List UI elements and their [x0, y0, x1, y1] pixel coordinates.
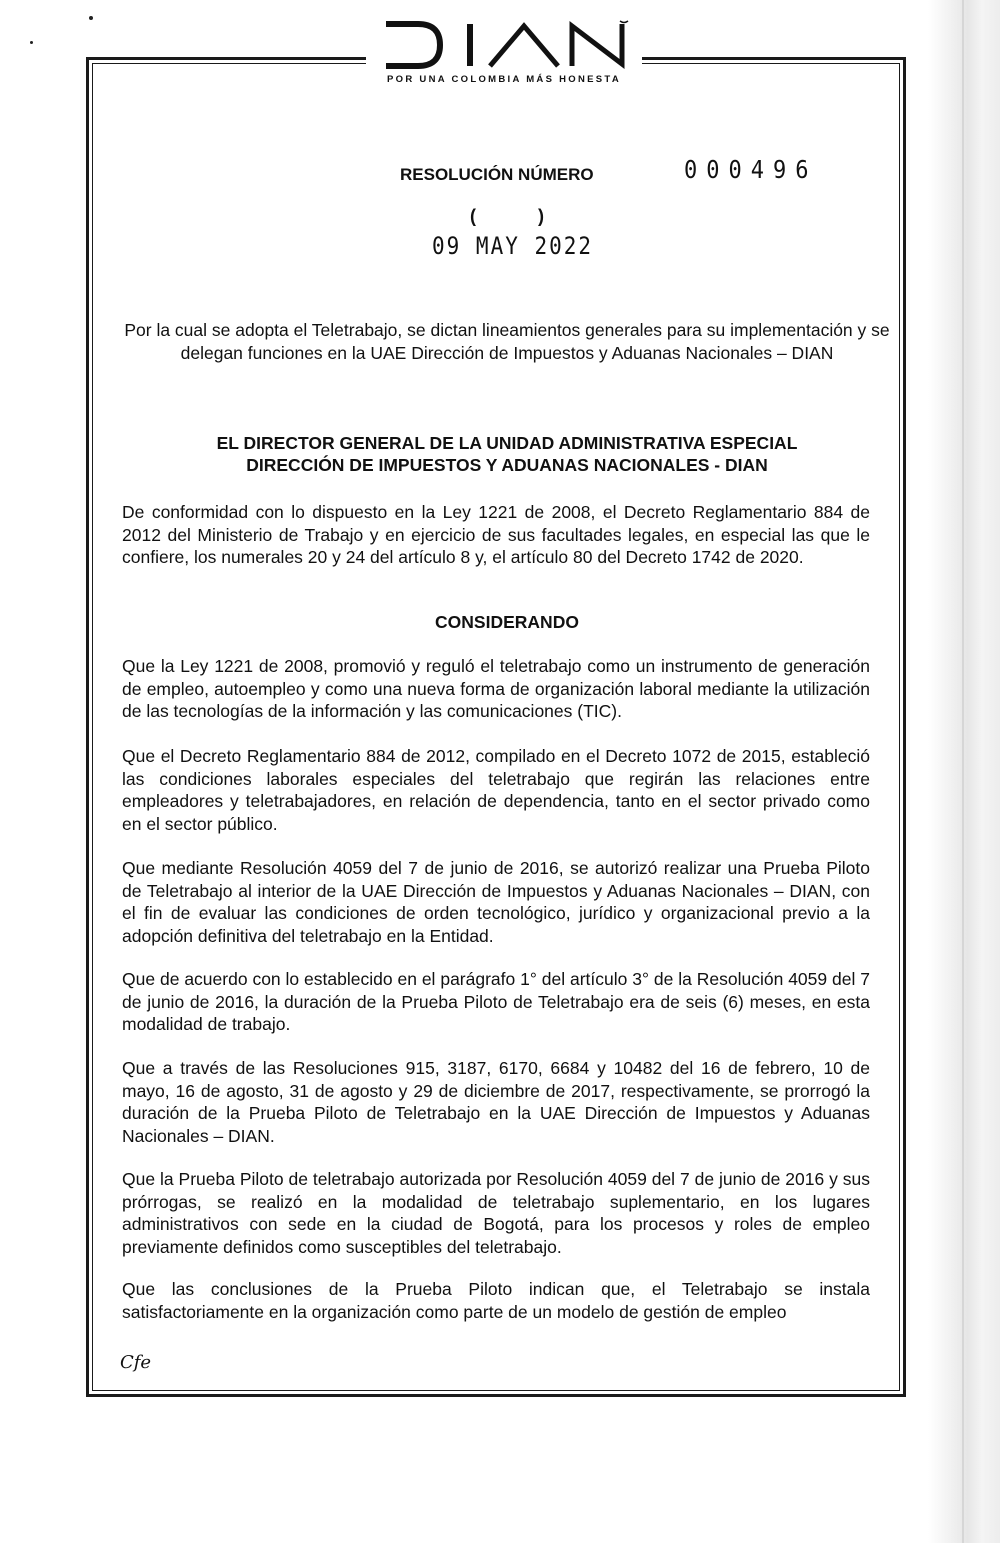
- considerando-paragraph-7: Que las conclusiones de la Prueba Piloto indican que, el Teletrabajo se instala satisfactoriamente en la organización como parte de un modelo de gestión de empleo: [122, 1279, 870, 1322]
- considerando-heading: CONSIDERANDO: [435, 612, 579, 632]
- resolution-date: 09 MAY 2022: [432, 232, 594, 260]
- considerando-paragraph-5: Que a través de las Resoluciones 915, 3187, 6170, 6684 y 10482 del 16 de febrero, 10 de mayo, 16 de agosto, 31 de agosto y 29 de diciembre de 2017, respectivamente, se prorrogó la duración de la Prueba Piloto de Teletrabajo en la UAE Dirección de Impuestos y Aduanas Nacionales – DIAN.: [122, 1058, 870, 1146]
- date-paren-open: (: [470, 206, 476, 226]
- date-paren-close: ): [538, 206, 544, 226]
- handwritten-initials: Cfe: [120, 1352, 152, 1373]
- considerando-paragraph-3: Que mediante Resolución 4059 del 7 de junio de 2016, se autorizó realizar una Prueba Piloto de Teletrabajo al interior de la UAE Dirección de Impuestos y Aduanas Nacionales – DIAN, con el fin de evaluar las condiciones de orden tecnológico, jurídico y organizacional previo a la adopción definitiva del teletrabajo en la Entidad.: [122, 858, 870, 946]
- director-heading-line2: DIRECCIÓN DE IMPUESTOS Y ADUANAS NACIONALES - DIAN: [246, 455, 768, 475]
- director-heading: [122, 432, 892, 476]
- considerando-paragraph-6: Que la Prueba Piloto de teletrabajo autorizada por Resolución 4059 del 7 de junio de 2016 y sus prórrogas, se realizó en la modalidad de teletrabajo suplementario, en los lugares administrativos con sede en la ciudad de Bogotá, para los procesos y roles de empleo previamente definidos como susceptibles del teletrabajo.: [122, 1169, 870, 1257]
- logo-tagline: POR UNA COLOMBIA MÁS HONESTA: [387, 74, 621, 85]
- dian-logo-mark: [378, 20, 630, 70]
- resolution-title: RESOLUCIÓN NÚMERO: [400, 165, 594, 184]
- scan-speck: [30, 41, 33, 44]
- preamble-paragraph: De conformidad con lo dispuesto en la Ley 1221 de 2008, el Decreto Reglamentario 884 de 2012 del Ministerio de Trabajo y en ejercicio de sus facultades legales, en especial las que le confiere, los numerales 20 y 24 del artículo 8 y, el artículo 80 del Decreto 1742 de 2020.: [122, 502, 870, 568]
- resolution-subject: Por la cual se adopta el Teletrabajo, se dictan lineamientos generales para su implementación y se delegan funciones en la UAE Dirección de Impuestos y Aduanas Nacionales – DIAN: [124, 320, 890, 363]
- considerando-paragraph-1: Que la Ley 1221 de 2008, promovió y reguló el teletrabajo como un instrumento de generación de empleo, autoempleo y como una nueva forma de organización laboral mediante la utilización de las tecnologías de la información y las comunicaciones (TIC).: [122, 656, 870, 722]
- director-heading-line1: EL DIRECTOR GENERAL DE LA UNIDAD ADMINISTRATIVA ESPECIAL: [216, 433, 798, 453]
- resolution-number: 000496: [684, 156, 818, 185]
- considerando-paragraph-4: Que de acuerdo con lo establecido en el parágrafo 1° del artículo 3° de la Resolución 4059 del 7 de junio de 2016, la duración de la Prueba Piloto de Teletrabajo era de seis (6) meses, en esta modalidad de trabajo.: [122, 969, 870, 1035]
- considerando-paragraph-2: Que el Decreto Reglamentario 884 de 2012, compilado en el Decreto 1072 de 2015, estableció las condiciones laborales especiales del teletrabajo que regirán las relaciones entre empleadores y teletrabajadores, en relación de dependencia, tanto en el sector privado como en el sector público.: [122, 746, 870, 834]
- scan-speck: [89, 16, 93, 20]
- dian-logo: [366, 14, 642, 96]
- scanner-edge: [928, 0, 1000, 1543]
